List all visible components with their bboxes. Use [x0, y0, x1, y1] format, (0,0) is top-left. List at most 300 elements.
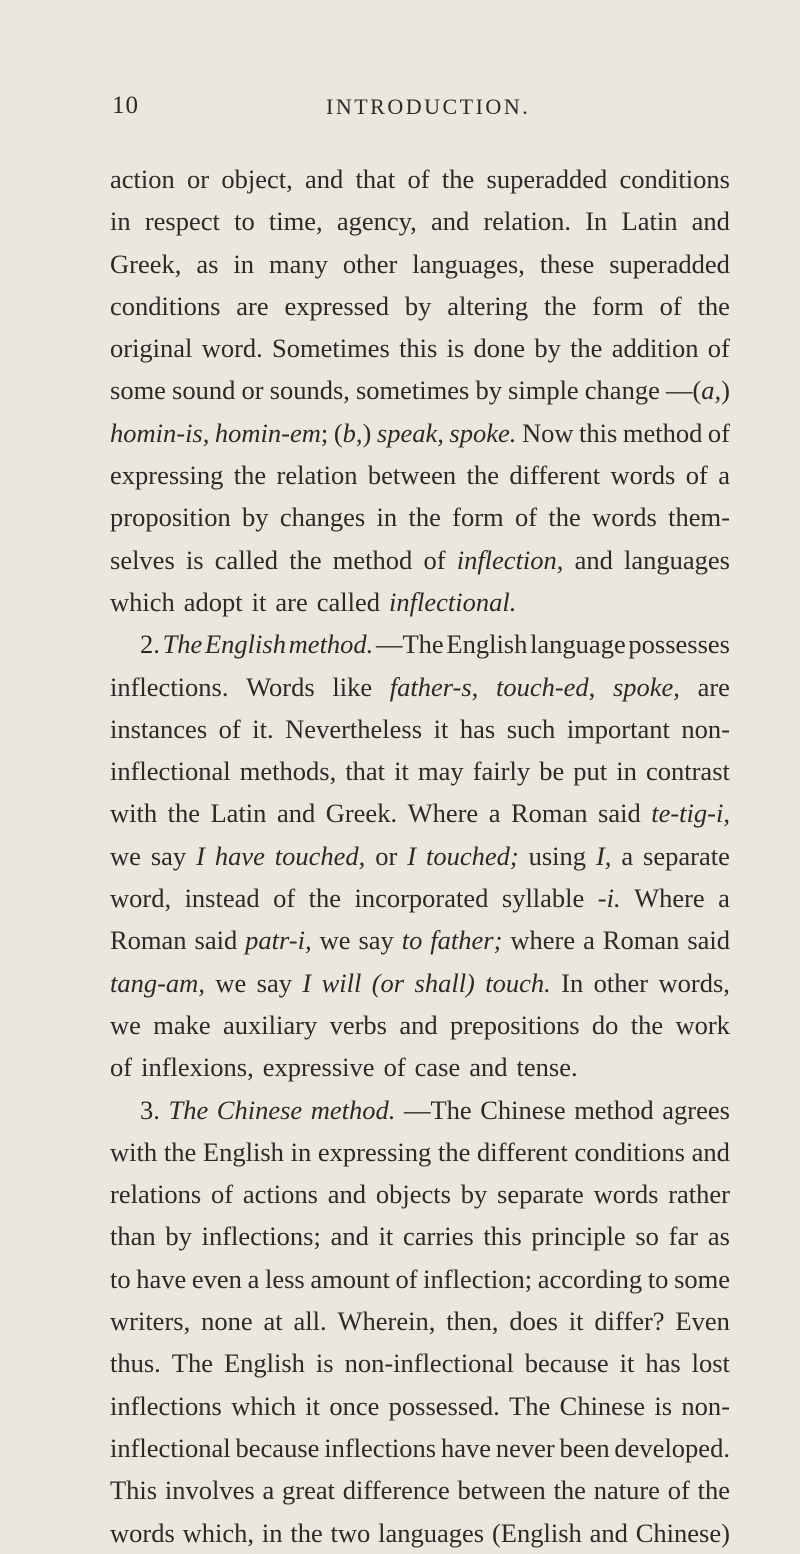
word-part: with	[110, 798, 158, 829]
word-part: action	[110, 164, 175, 194]
word-part: non-inflectional	[344, 1348, 514, 1379]
word	[708, 327, 730, 369]
word	[609, 243, 730, 285]
word-part: at	[263, 1306, 283, 1337]
word	[628, 623, 730, 665]
word	[356, 369, 469, 411]
word-part: to	[647, 1263, 669, 1294]
word-part: )	[362, 417, 372, 448]
word-part: homin-is,	[110, 417, 210, 448]
word	[544, 285, 576, 327]
word-part: method	[332, 544, 413, 575]
word-part: Latin	[210, 798, 267, 829]
word-part: difference	[342, 1475, 450, 1506]
word	[575, 539, 613, 581]
word	[110, 1427, 231, 1469]
word-part: a	[247, 1263, 260, 1294]
word-part: Chinese)	[635, 1517, 730, 1548]
word	[389, 581, 516, 623]
word	[507, 708, 556, 750]
word	[698, 666, 730, 708]
word	[502, 877, 584, 919]
word	[598, 792, 641, 834]
word-part: amount	[310, 1263, 390, 1294]
word	[231, 1385, 296, 1427]
word-part: inflections;	[201, 1221, 321, 1252]
word-part: ;	[320, 417, 329, 448]
text-line	[110, 877, 730, 919]
word	[151, 835, 186, 877]
word-part: father-s,	[389, 671, 479, 702]
word-part: according	[537, 1263, 643, 1294]
word	[395, 1258, 417, 1300]
word	[623, 412, 703, 454]
word-part: lost	[691, 1348, 730, 1379]
word	[408, 158, 430, 200]
word-part: words,	[658, 967, 730, 998]
word-part: which	[231, 1390, 296, 1421]
word-part: in	[290, 1136, 312, 1167]
word	[620, 1342, 635, 1384]
word-part: so	[635, 1221, 659, 1252]
word	[219, 708, 241, 750]
text-line	[110, 412, 730, 454]
word-part: and	[431, 206, 470, 237]
word-part: the	[289, 544, 322, 575]
word-part: a	[583, 925, 595, 956]
word	[252, 708, 273, 750]
word-part: and	[589, 1517, 628, 1548]
word	[332, 666, 372, 708]
word-part: different	[477, 1136, 568, 1167]
word	[110, 454, 223, 496]
text-line	[110, 750, 730, 792]
word	[449, 412, 516, 454]
word	[333, 539, 413, 581]
word	[165, 1215, 192, 1257]
text-line	[110, 158, 730, 200]
word	[446, 623, 527, 665]
word-part: these	[539, 248, 595, 279]
word	[242, 496, 269, 538]
word	[408, 792, 479, 834]
word	[202, 1215, 321, 1257]
word	[619, 158, 729, 200]
word-part: inflexions,	[141, 1052, 254, 1083]
word-part: principle	[531, 1221, 626, 1252]
word-part: relation.	[483, 206, 572, 237]
word-part: has	[459, 713, 496, 744]
word-part: adopt	[183, 586, 243, 617]
word	[643, 835, 730, 877]
word	[329, 1385, 379, 1427]
word-part: said	[598, 798, 641, 829]
word	[681, 708, 730, 750]
word-part: superadded	[486, 164, 608, 194]
word	[708, 1215, 730, 1257]
word	[337, 200, 417, 242]
word	[423, 539, 445, 581]
word-part: will	[321, 967, 362, 998]
word	[195, 919, 238, 961]
word-part: sound	[172, 375, 236, 406]
word	[243, 1173, 318, 1215]
word	[654, 1385, 672, 1427]
word-part: conditions	[619, 164, 730, 194]
word	[285, 285, 390, 327]
word-part: like	[332, 671, 373, 702]
word-part: methods,	[239, 756, 337, 787]
word-part: in	[616, 756, 637, 787]
word-part: may	[417, 756, 464, 787]
word	[192, 1258, 242, 1300]
text-line	[110, 792, 730, 834]
word-part: and	[469, 1052, 508, 1083]
word	[236, 1427, 320, 1469]
word	[573, 750, 607, 792]
word-part: possessed.	[388, 1390, 500, 1421]
word	[316, 1342, 334, 1384]
text-line	[110, 581, 730, 623]
word	[337, 1300, 435, 1342]
word	[263, 1300, 282, 1342]
word-part: is	[315, 1348, 334, 1379]
word	[211, 1173, 233, 1215]
word	[511, 792, 588, 834]
word-part: to	[401, 925, 423, 956]
word-part: the	[697, 1475, 730, 1506]
word-part: have	[136, 1263, 187, 1294]
word-part: of	[423, 544, 446, 575]
word-part: or	[241, 375, 264, 406]
word	[187, 158, 209, 200]
word	[215, 539, 278, 581]
word-part: then,	[446, 1306, 499, 1337]
word-part: incorporated	[354, 883, 489, 914]
word-part: differ?	[594, 1306, 665, 1337]
word-part: Now	[521, 417, 574, 448]
word-part: languages,	[412, 248, 525, 279]
word	[531, 1215, 625, 1257]
word	[328, 1173, 366, 1215]
word-part: developed.	[614, 1432, 730, 1463]
word-part: objects	[375, 1179, 451, 1210]
word-part: spoke,	[612, 671, 680, 702]
word	[438, 1131, 470, 1173]
word	[645, 1342, 680, 1384]
word	[289, 539, 321, 581]
word-part: Where	[634, 883, 705, 914]
word-part: we	[110, 1009, 141, 1040]
word	[110, 581, 175, 623]
word-part: and	[327, 1179, 367, 1210]
word	[343, 243, 397, 285]
word	[282, 1469, 335, 1511]
word-part: sometimes	[355, 375, 470, 406]
word-part: by	[242, 502, 269, 533]
word-part: such	[506, 713, 556, 744]
text-line	[110, 496, 730, 538]
word-part: is	[185, 544, 204, 575]
word-part: —The	[403, 1094, 472, 1125]
word	[110, 496, 231, 538]
word	[692, 200, 730, 242]
word	[570, 327, 602, 369]
word	[345, 750, 385, 792]
word	[168, 792, 200, 834]
word-part: them-	[668, 502, 730, 533]
word-part: a	[488, 798, 501, 829]
text-line	[110, 1342, 730, 1384]
word-part: Even	[675, 1306, 730, 1337]
word	[447, 327, 465, 369]
word	[246, 666, 315, 708]
word-part: Chinese	[216, 1094, 303, 1125]
word-part: many	[268, 248, 328, 279]
word-part: instead	[184, 883, 260, 914]
word	[201, 1300, 253, 1342]
word	[224, 1342, 305, 1384]
word-part: are	[697, 671, 730, 702]
word	[293, 1300, 326, 1342]
text-line	[110, 1469, 730, 1511]
text-line	[110, 285, 730, 327]
word	[205, 623, 286, 665]
text-line	[110, 1215, 730, 1257]
word	[376, 623, 444, 665]
word	[668, 496, 730, 538]
word	[354, 877, 488, 919]
word	[196, 835, 205, 877]
word	[450, 1004, 580, 1046]
word	[698, 1469, 730, 1511]
word-part: addition	[611, 333, 699, 364]
word	[378, 1512, 484, 1554]
word	[262, 1512, 283, 1554]
word	[634, 877, 705, 919]
word	[434, 708, 449, 750]
word-part: words	[110, 1517, 175, 1548]
word-part: some	[110, 375, 166, 406]
word	[110, 1342, 161, 1384]
word	[561, 962, 583, 1004]
word	[686, 454, 708, 496]
word	[168, 1089, 208, 1131]
word	[621, 835, 633, 877]
word-part: of	[659, 290, 682, 321]
word-part: as	[707, 1221, 730, 1252]
word-part: change	[584, 375, 660, 406]
word-part: Nevertheless	[285, 713, 423, 744]
word-part: far	[668, 1221, 699, 1252]
word-part: that	[345, 756, 386, 787]
word-part: less	[264, 1263, 305, 1294]
word	[270, 369, 350, 411]
word-part: different	[509, 460, 601, 491]
word	[447, 285, 528, 327]
word	[452, 496, 504, 538]
word	[662, 1089, 730, 1131]
word-part: it	[378, 1221, 394, 1252]
word-part: and	[399, 1009, 438, 1040]
word-part: the	[697, 290, 730, 321]
word-part: are	[236, 290, 269, 321]
word	[614, 1427, 730, 1469]
word	[110, 412, 209, 454]
word-part: shall)	[414, 967, 475, 998]
word	[263, 1046, 375, 1088]
word	[530, 623, 626, 665]
word	[467, 454, 499, 496]
word	[389, 1385, 500, 1427]
word-part: we	[110, 840, 141, 871]
word-part: touched,	[274, 840, 366, 871]
text-line	[110, 1427, 730, 1469]
word-part: agrees	[662, 1094, 730, 1125]
word-part: inflectional	[110, 756, 231, 787]
word	[426, 835, 519, 877]
word-part: which,	[182, 1517, 255, 1548]
word	[110, 1469, 157, 1511]
word-part: form	[452, 502, 504, 533]
word	[509, 1300, 558, 1342]
word-part: form	[592, 290, 644, 321]
word-part: inflections	[324, 1432, 437, 1463]
word	[110, 792, 157, 834]
word	[241, 369, 263, 411]
word	[405, 285, 432, 327]
word	[217, 1089, 302, 1131]
word-part: we	[319, 925, 351, 956]
word	[480, 1089, 565, 1131]
word	[624, 539, 730, 581]
word-part: to	[110, 1263, 131, 1294]
word	[611, 454, 676, 496]
word-part: and	[276, 798, 316, 829]
word-part: case	[414, 1052, 461, 1083]
word-part: rather	[668, 1179, 730, 1210]
word	[186, 539, 204, 581]
word-part: selves	[110, 544, 175, 575]
word-part: languages	[378, 1517, 485, 1548]
word-part: say	[256, 967, 292, 998]
text-line	[110, 919, 730, 961]
word	[345, 1342, 514, 1384]
word-part: word,	[110, 883, 172, 914]
word-part: other	[342, 248, 398, 279]
word-part: said	[687, 925, 730, 956]
word-part: prepositions	[449, 1009, 580, 1040]
word-part: which	[110, 586, 175, 617]
word	[372, 962, 404, 1004]
word-part: inflections	[110, 1390, 222, 1421]
word-part: using	[528, 840, 587, 871]
text-line	[110, 243, 730, 285]
word	[594, 1469, 660, 1511]
word-part: the	[408, 502, 441, 533]
word-part: The	[168, 1094, 209, 1125]
word	[110, 708, 207, 750]
word	[487, 158, 608, 200]
text-line	[110, 1512, 730, 1554]
word-part: )	[721, 375, 730, 406]
word	[631, 1004, 663, 1046]
word-part: time,	[268, 206, 323, 237]
word-part: as	[196, 248, 219, 279]
word	[509, 1385, 550, 1427]
word	[110, 243, 181, 285]
word-part: between	[457, 1475, 546, 1506]
word-part: it	[433, 713, 449, 744]
word-part: the	[466, 460, 499, 491]
page-number: 10	[112, 92, 139, 119]
word	[153, 1004, 210, 1046]
word-part: English	[223, 1348, 305, 1379]
word-part: does	[509, 1306, 558, 1337]
word	[415, 1046, 461, 1088]
word	[265, 1258, 305, 1300]
word	[331, 1512, 371, 1554]
word	[469, 1046, 507, 1088]
word	[477, 1131, 568, 1173]
word-part: a	[718, 883, 730, 914]
word-part: by	[475, 375, 502, 406]
word	[569, 1300, 584, 1342]
word	[560, 1427, 610, 1469]
word-part: in	[110, 206, 131, 237]
word-part: in	[376, 502, 398, 533]
word-part: In	[561, 967, 584, 998]
word-part: te-tig-i,	[651, 798, 730, 829]
word-part: sounds,	[269, 375, 350, 406]
word	[305, 1385, 320, 1427]
word-part: and	[691, 1136, 730, 1167]
word	[636, 1512, 730, 1554]
word	[474, 327, 526, 369]
text-line	[110, 623, 730, 665]
word-part: The	[171, 1348, 213, 1379]
word-part: work	[675, 1009, 730, 1040]
word	[110, 1258, 131, 1300]
word-part: it	[305, 1390, 320, 1421]
word-part: say	[150, 840, 187, 871]
word	[311, 1089, 396, 1131]
word-part: has	[645, 1348, 681, 1379]
word-part: it	[568, 1306, 584, 1337]
word-part: and	[691, 206, 730, 237]
word	[110, 1385, 222, 1427]
word-part: Chinese	[559, 1390, 646, 1421]
word	[318, 1131, 431, 1173]
word	[245, 919, 311, 961]
word-part: word.	[201, 333, 263, 364]
word	[415, 962, 475, 1004]
word-part: inflectional.	[389, 586, 517, 617]
word	[368, 454, 456, 496]
word-part: put	[573, 756, 608, 787]
word-part: homin-em	[214, 417, 321, 448]
word	[377, 412, 444, 454]
word-part: contrast	[645, 756, 730, 787]
word	[110, 877, 171, 919]
text-line	[110, 708, 730, 750]
word	[379, 1215, 394, 1257]
word	[234, 200, 255, 242]
word	[567, 708, 670, 750]
word	[185, 877, 260, 919]
word	[252, 581, 267, 623]
word-part: inflection;	[423, 1263, 533, 1294]
